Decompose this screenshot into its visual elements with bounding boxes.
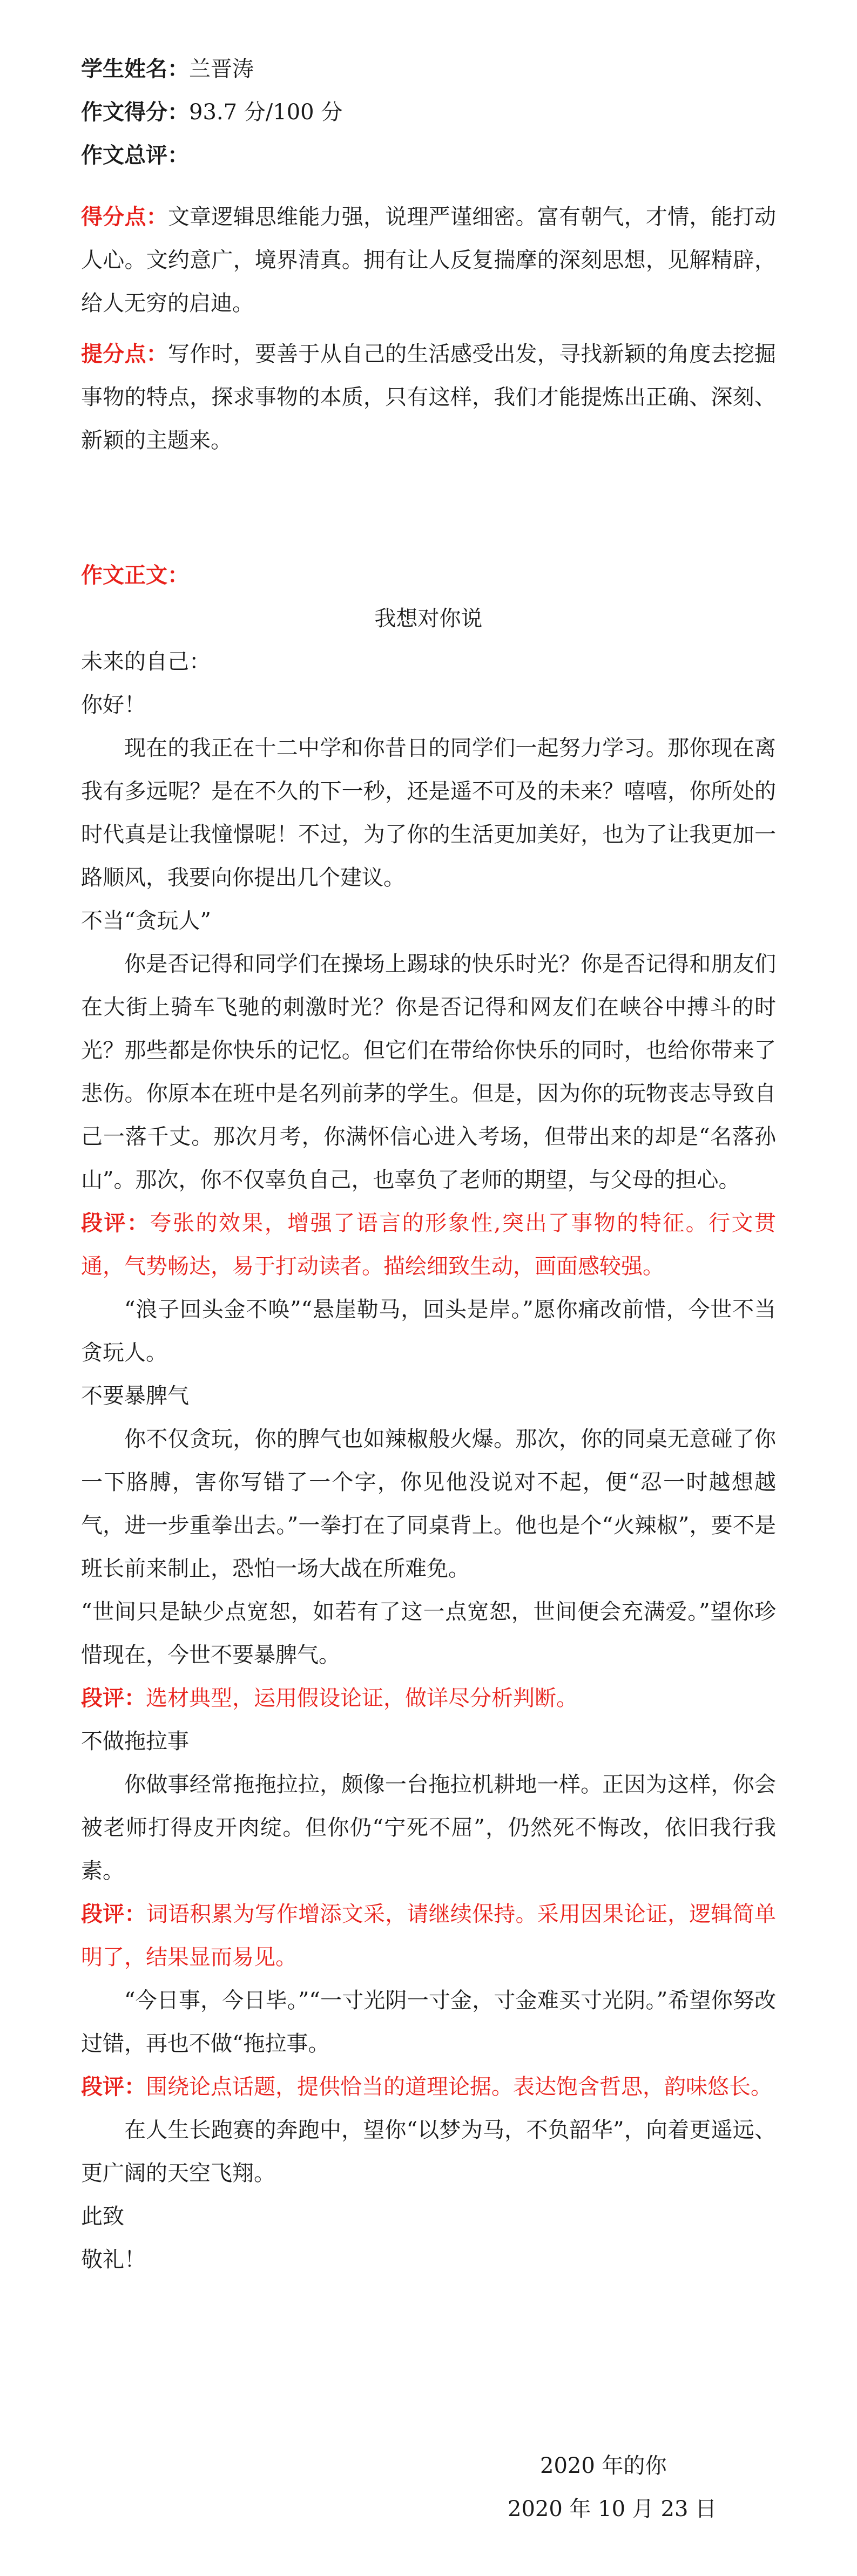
paragraph-comment-text: 围绕论点话题，提供恰当的道理论据。表达饱含哲思，韵味悠长。 xyxy=(146,2075,772,2099)
student-name-row xyxy=(81,48,776,91)
paragraph-comment xyxy=(81,2065,776,2109)
improve-label: 提分点： xyxy=(81,341,168,367)
paragraph-comment-text: 夸张的效果，增强了语言的形象性,突出了事物的特征。行文贯通，气势畅达，易于打动读者。描绘细致生动，画面感较强。 xyxy=(81,1211,777,1279)
section-heading-temper: 不要暴脾气 xyxy=(81,1384,189,1408)
score-row xyxy=(81,91,776,134)
paragraph-comment-text: 选材典型，运用假设论证，做详尽分析判断。 xyxy=(146,1686,578,1711)
strength-paragraph xyxy=(81,195,776,325)
paragraph-comment xyxy=(81,1202,776,1288)
essay-intro-paragraph: 现在的我正在十二中学和你昔日的同学们一起努力学习。那你现在离我有多远呢？是在不久的下一秒，还是遥不可及的未来？嘻嘻，你所处的时代真是让我憧憬呢！不过，为了你的生活更加美好，也为了让我更加一路顺风，我要向你提出几个建议。 xyxy=(81,736,776,890)
section-paragraph-playful: 你是否记得和同学们在操场上踢球的快乐时光？你是否记得和朋友们在大街上骑车飞驰的刺激时光？你是否记得和网友们在峡谷中搏斗的时光？那些都是你快乐的记忆。但它们在带给你快乐的同时，也给你带来了悲伤。你原本在班中是名列前茅的学生。但是，因为你的玩物丧志导致自己一落千丈。那次月考，你满怀信心进入考场，但带出来的却是“名落孙山”。那次，你不仅辜负自己，也辜负了老师的期望，与父母的担心。 xyxy=(81,952,776,1192)
paragraph-comment-label: 段评： xyxy=(81,1901,146,1927)
essay-body-label: 作文正文： xyxy=(81,562,189,588)
closing-line-2: 敬礼！ xyxy=(81,2247,146,2272)
paragraph-comment-label: 段评： xyxy=(81,2074,146,2099)
strength-section xyxy=(81,195,776,325)
paragraph-comment xyxy=(81,1893,776,1979)
section-quote-procrastination: “今日事，今日毕。”“一寸光阴一寸金，寸金难买寸光阴。”希望你努改过错，再也不做“拖拉事。 xyxy=(81,1988,776,2056)
paragraph-comment-text: 词语积累为写作增添文采，请继续保持。采用因果论证，逻辑简单明了，结果显而易见。 xyxy=(81,1902,777,1970)
essay-greeting: 你好！ xyxy=(81,693,146,717)
essay-salutation: 未来的自己： xyxy=(81,649,211,674)
strength-text: 文章逻辑思维能力强，说理严谨细密。富有朝气，才情，能打动人心。文约意广，境界清真。拥有让人反复揣摩的深刻思想，见解精辟，给人无穷的启迪。 xyxy=(81,205,777,316)
section-quote-playful: “浪子回头金不唤”“悬崖勒马，回头是岸。”愿你痛改前惜，今世不当贪玩人。 xyxy=(81,1297,776,1365)
closing-paragraph: 在人生长跑赛的奔跑中，望你“以梦为马，不负韶华”，向着更遥远、更广阔的天空飞翔。 xyxy=(81,2118,776,2186)
section-quote-temper: “世间只是缺少点宽恕，如若有了这一点宽恕，世间便会充满爱。”望你珍惜现在，今世不要暴脾气。 xyxy=(81,1599,776,1667)
strength-label: 得分点： xyxy=(81,204,168,229)
letter-date: 2020 年 10 月 23 日 xyxy=(508,2497,717,2521)
essay-section xyxy=(81,554,776,2281)
student-name-value: 兰晋涛 xyxy=(189,57,254,82)
signature: 2020 年的你 xyxy=(540,2453,667,2478)
improve-section xyxy=(81,333,776,462)
overall-comment-label: 作文总评： xyxy=(81,143,189,168)
paragraph-comment-label: 段评： xyxy=(81,1210,150,1236)
score-value: 93.7 分/100 分 xyxy=(189,100,343,125)
improve-paragraph xyxy=(81,333,776,462)
paragraph-comment-label: 段评： xyxy=(81,1685,146,1711)
section-heading-procrastination: 不做拖拉事 xyxy=(81,1729,189,1754)
closing-line-1: 此致 xyxy=(81,2204,124,2229)
essay-title: 我想对你说 xyxy=(374,606,483,631)
score-label: 作文得分： xyxy=(81,99,189,125)
comment-row xyxy=(81,134,776,177)
student-name-label: 学生姓名： xyxy=(81,56,189,82)
improve-text: 写作时，要善于从自己的生活感受出发，寻找新颖的角度去挖掘事物的特点，探求事物的本质，只有这样，我们才能提炼出正确、深刻、新颖的主题来。 xyxy=(81,342,777,453)
paragraph-comment xyxy=(81,1677,776,1720)
report-header xyxy=(81,48,776,177)
section-heading-playful: 不当“贪玩人” xyxy=(81,909,211,933)
date-block xyxy=(508,2487,717,2531)
section-paragraph-procrastination: 你做事经常拖拖拉拉，颇像一台拖拉机耕地一样。正因为这样，你会被老师打得皮开肉绽。但你仍“宁死不屈”，仍然死不悔改，依旧我行我素。 xyxy=(81,1772,776,1883)
section-paragraph-temper: 你不仅贪玩，你的脾气也如辣椒般火爆。那次，你的同桌无意碰了你一下胳膊，害你写错了一个字，你见他没说对不起，便“忍一时越想越气，进一步重拳出去。”一拳打在了同桌背上。他也是个“火辣椒”，要不是班长前来制止，恐怕一场大战在所难免。 xyxy=(81,1427,776,1581)
signature-block xyxy=(540,2444,667,2487)
